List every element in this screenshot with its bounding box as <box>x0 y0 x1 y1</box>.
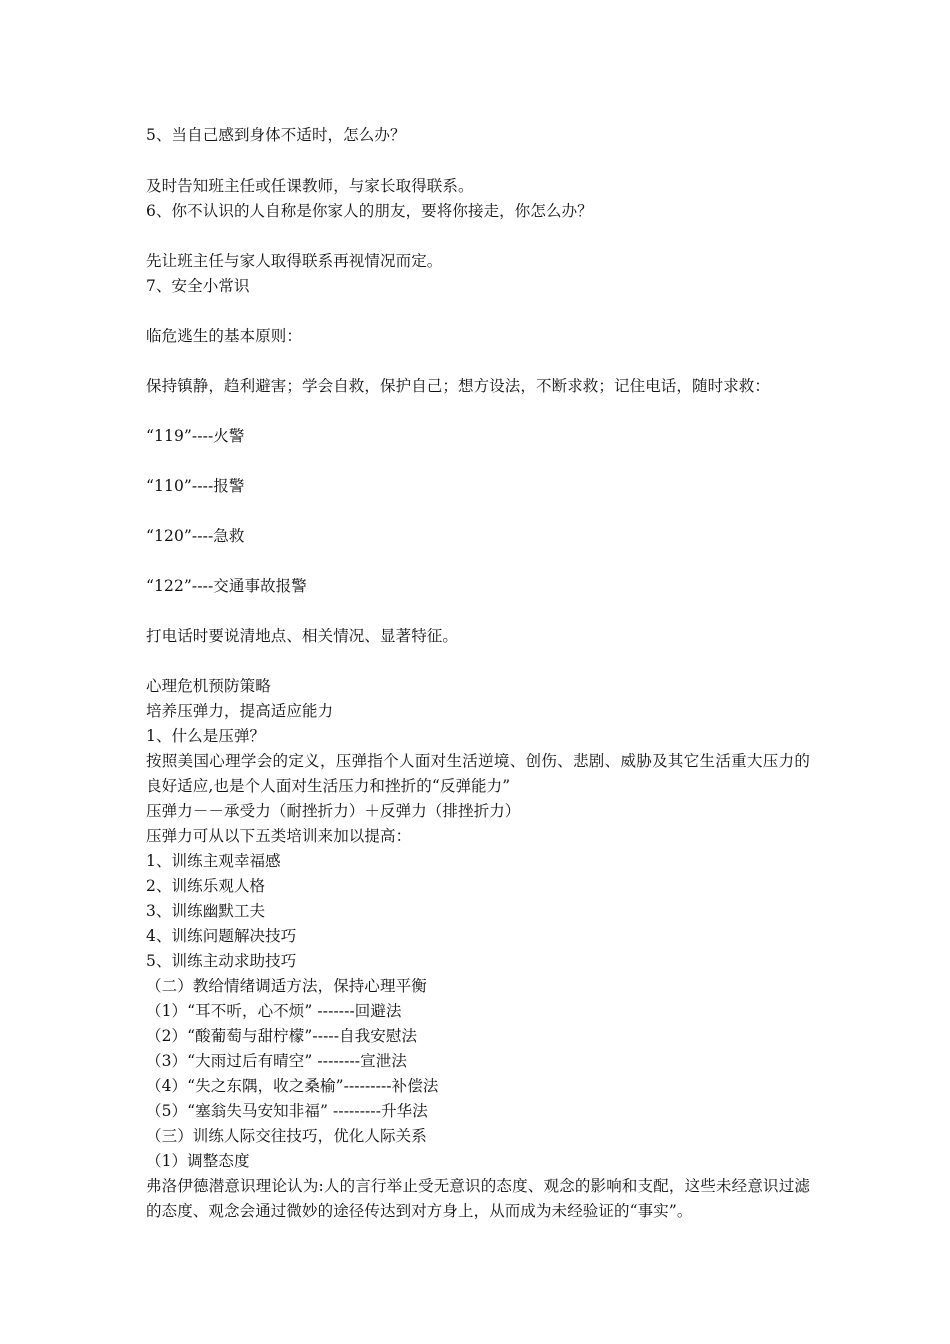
method-4: （4）“失之东隅，收之桑榆”---------补偿法 <box>146 1077 439 1095</box>
method-2: （2）“酸葡萄与甜柠檬”-----自我安慰法 <box>146 1027 418 1045</box>
resilience-formula: 压弹力－－承受力（耐挫折力）＋反弹力（排挫折力） <box>146 802 521 820</box>
answer-5: 及时告知班主任或任课教师，与家长取得联系。 <box>146 177 474 195</box>
training-item-4: 4、训练问题解决技巧 <box>146 927 297 945</box>
method-3: （3）“大雨过后有晴空” --------宣泄法 <box>146 1052 407 1070</box>
method-5: （5）“塞翁失马安知非福” ---------升华法 <box>146 1102 428 1120</box>
answer-6: 先让班主任与家人取得联系再视情况而定。 <box>146 252 443 270</box>
freud-theory-paragraph: 弗洛伊德潜意识理论认为:人的言行举止受无意识的态度、观念的影响和支配，这些未经意识过滤的态度、观念会通过微妙的途径传达到对方身上，从而成为未经验证的“事实”。 <box>146 1177 810 1220</box>
adjust-attitude: （1）调整态度 <box>146 1152 250 1170</box>
resilience-definition: 按照美国心理学会的定义，压弹指个人面对生活逆境、创伤、悲剧、威胁及其它生活重大压力的良好适应,也是个人面对生活压力和挫折的“反弹能力” <box>146 752 810 795</box>
training-intro: 压弹力可从以下五类培训来加以提高： <box>146 827 412 845</box>
emotion-methods-heading: （二）教给情绪调适方法，保持心理平衡 <box>146 977 427 995</box>
training-item-5: 5、训练主动求助技巧 <box>146 952 297 970</box>
interpersonal-heading: （三）训练人际交往技巧，优化人际关系 <box>146 1127 427 1145</box>
question-6: 6、你不认识的人自称是你家人的朋友，要将你接走，你怎么办？ <box>146 202 593 220</box>
phone-110: “110”----报警 <box>146 477 245 495</box>
phone-120: “120”----急救 <box>146 527 245 545</box>
training-item-3: 3、训练幽默工夫 <box>146 902 266 920</box>
escape-principles-heading: 临危逃生的基本原则： <box>146 327 303 345</box>
phone-119: “119”----火警 <box>146 427 245 445</box>
escape-principles-text: 保持镇静，趋利避害；学会自救，保护自己；想方设法，不断求救；记住电话，随时求救： <box>146 377 771 395</box>
phone-call-tip: 打电话时要说清地点、相关情况、显著特征。 <box>146 627 459 645</box>
section-7-heading: 7、安全小常识 <box>146 277 250 295</box>
what-is-resilience: 1、什么是压弹？ <box>146 727 266 745</box>
training-item-1: 1、训练主观幸福感 <box>146 852 281 870</box>
phone-122: “122”----交通事故报警 <box>146 577 307 595</box>
method-1: （1）“耳不听，心不烦” -------回避法 <box>146 1002 402 1020</box>
resilience-heading: 培养压弹力，提高适应能力 <box>146 702 334 720</box>
question-5: 5、当自己感到身体不适时，怎么办？ <box>146 126 406 144</box>
training-item-2: 2、训练乐观人格 <box>146 877 266 895</box>
crisis-prevention-heading: 心理危机预防策略 <box>146 677 271 695</box>
